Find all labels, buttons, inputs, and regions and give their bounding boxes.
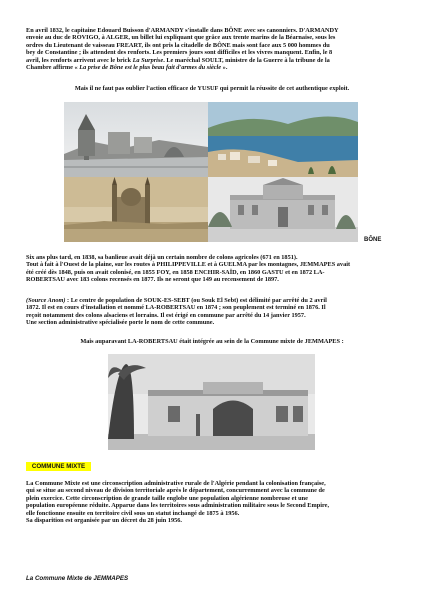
- photo-colonial-building: [208, 177, 358, 242]
- jemmapes-caption: La Commune Mixte de JEMMAPES: [26, 575, 129, 582]
- source-label: (Source Anom): [26, 297, 66, 304]
- quote: La prise de Bône est le plus beau fait d'armes du siècle: [79, 64, 222, 72]
- intro-paragraph: En avril 1832, le capitaine Edouard Buisson d'ARMANDY s'installe dans BÔNE avec ses canonniers. D'ARMANDY envoie au duc de ROVIGO, à ALGER, un billet lui expliquant que grâce aux trente marins de la Béarnaise, sous les ordres du Lieutenant de vaisseau FREART, ils ont pris la citadelle de BÔNE mais sont face aux 5 000 hommes du bey de Constantine ; ils attendent des renforts. Les premiers jours sont difficiles et les vivres manquent. Enfin, le 8 avril, les renforts arrivent avec le brick La Surprise. Le maréchal SOULT, ministre de la Guerre à la tribune de la Chambre affirme « La prise de Bône est le plus beau fait d'armes du siècle ».: [26, 27, 339, 72]
- commune-mixte-heading: COMMUNE MIXTE: [26, 462, 91, 471]
- photo-commune-mixte-building: [108, 354, 315, 450]
- ship-name: La Surprise: [132, 56, 164, 64]
- photo-basilica: [64, 177, 208, 242]
- photo-bone-bay: [208, 102, 358, 177]
- photo-bone-harbour-church: [64, 102, 208, 177]
- bone-label: BÔNE: [364, 237, 382, 243]
- robertsau-note: Mais auparavant LA-ROBERTSAU était intégrée au sein de la Commune mixte de JEMMAPES :: [80, 338, 344, 345]
- yusuf-note: Mais il ne faut pas oublier l'action efficace de YUSUF qui permit la réussite de cet authentique exploit.: [74, 85, 350, 92]
- souk-paragraph: (Source Anom) : Le centre de population de SOUK-ES-SEBT (ou Souk El Sebt) est délimité par arrêté du 2 avril 1872. Il est en cours d'installation et nommé LA-ROBERTSAU en 1874 ; son peuplement est terminé en 1876. Il reçoit notamment des colons alsaciens et lorrains. Il est érigé en commune par arrêté du 14 janvier 1957. Une section administrative spécialisée porte le nom de cette commune.: [26, 297, 327, 327]
- colons-paragraph: Six ans plus tard, en 1838, sa banlieue avait déjà un certain nombre de colons agricoles (671 en 1851). Tout à fait à l'Ouest de la plaine, sur les routes à PHILIPPEVILLE et à GUELMA par les montagnes, JEMMAPES avait été créé dès 1848, puis on avait colonisé, en 1855 FOY, en 1858 ENCHIR-SAÏD, en 1860 GASTU et en 1872 LA- ROBERTSAU avec 183 colons recensés en 1877. Ils ne seront que 149 au recensement de 1897.: [26, 254, 351, 284]
- commune-mixte-paragraph: La Commune Mixte est une circonscription administrative rurale de l'Algérie pendant la colonisation française, qui se situe au second niveau de division territoriale après le département, concurremment avec la commune de plein exercice. Cette circonscription de grande taille englobe une population algérienne nombreuse et une population européenne réduite. Apparue dans les territoires sous administration militaire sous le Second Empire, elle fonctionne ensuite en territoire civil sous un statut inchangé de 1875 à 1956. Sa disparition est organisée par un décret du 28 juin 1956.: [26, 480, 330, 525]
